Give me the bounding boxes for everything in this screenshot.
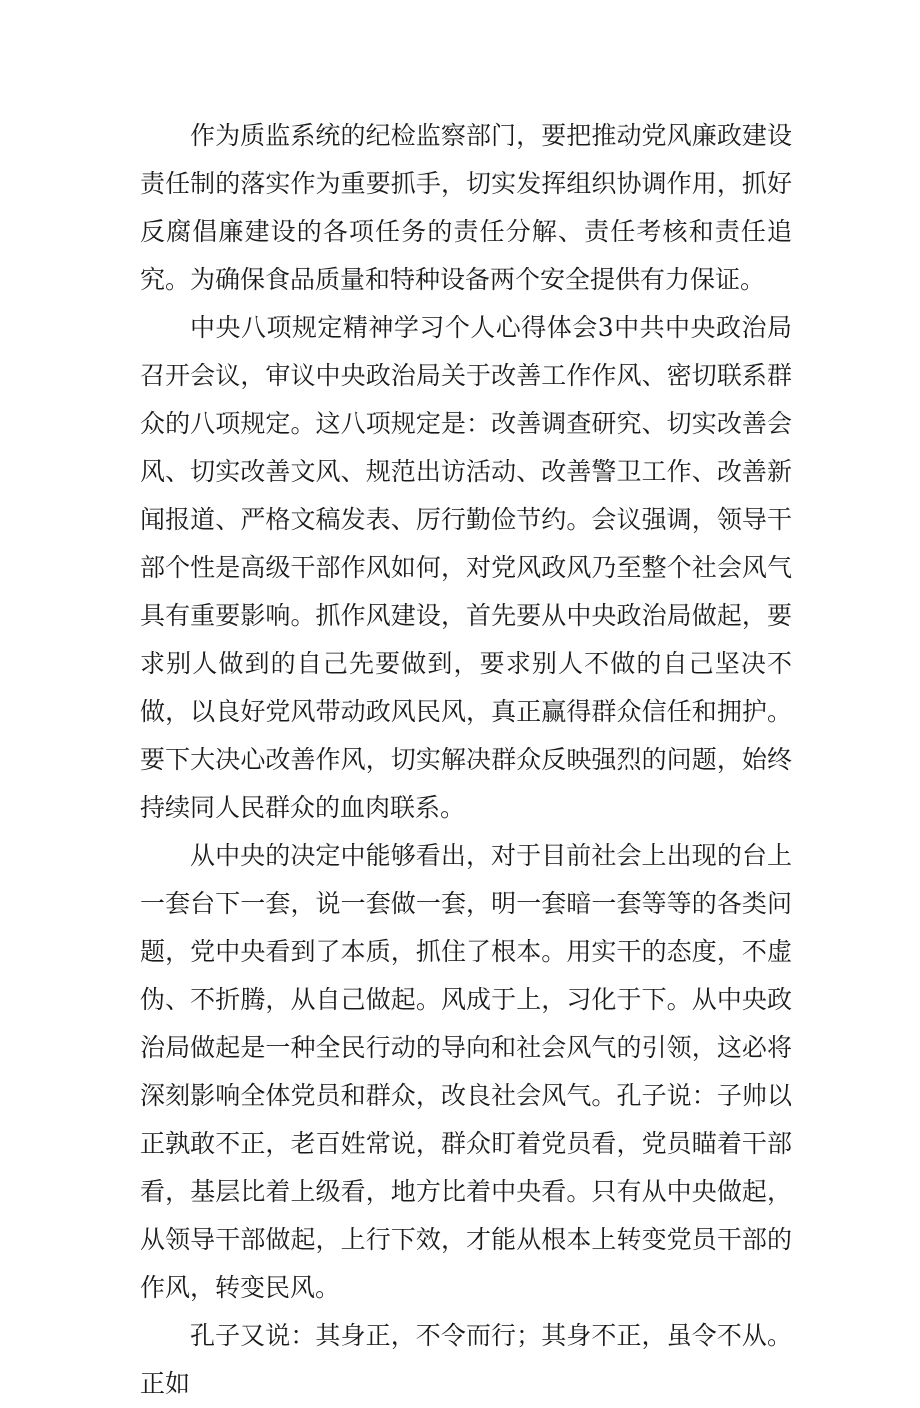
document-body (140, 112, 792, 1408)
paragraph-eight-regulations: 中央八项规定精神学习个人心得体会3中共中央政治局召开会议，审议中央政治局关于改善工作作风、密切联系群众的八项规定。这八项规定是：改善调查研究、切实改善会风、切实改善文风、规范出访活动、改善警卫工作、改善新闻报道、严格文稿发表、厉行勤俭节约。会议强调，领导干部个性是高级干部作风如何，对党风政风乃至整个社会风气具有重要影响。抓作风建设，首先要从中央政治局做起，要求别人做到的自己先要做到，要求别人不做的自己坚决不做，以良好党风带动政风民风，真正赢得群众信任和拥护。要下大决心改善作风，切实解决群众反映强烈的问题，始终持续同人民群众的血肉联系。 (140, 313, 792, 822)
paragraph-confucius-quote: 孔子又说：其身正，不令而行；其身不正，虽令不从。正如 (140, 1321, 792, 1398)
paragraph-central-decision: 从中央的决定中能够看出，对于目前社会上出现的台上一套台下一套，说一套做一套，明一套暗一套等等的各类问题，党中央看到了本质，抓住了根本。用实干的态度，不虚伪、不折腾，从自己做起。风成于上，习化于下。从中央政治局做起是一种全民行动的导向和社会风气的引领，这必将深刻影响全体党员和群众，改良社会风气。孔子说：子帅以正孰敢不正，老百姓常说，群众盯着党员看，党员瞄着干部看，基层比着上级看，地方比着中央看。只有从中央做起，从领导干部做起，上行下效，才能从根本上转变党员干部的作风，转变民风。 (140, 841, 792, 1302)
paragraph-responsibility-system: 作为质监系统的纪检监察部门，要把推动党风廉政建设责任制的落实作为重要抓手，切实发挥组织协调作用，抓好反腐倡廉建设的各项任务的责任分解、责任考核和责任追究。为确保食品质量和特种设备两个安全提供有力保证。 (140, 121, 792, 294)
